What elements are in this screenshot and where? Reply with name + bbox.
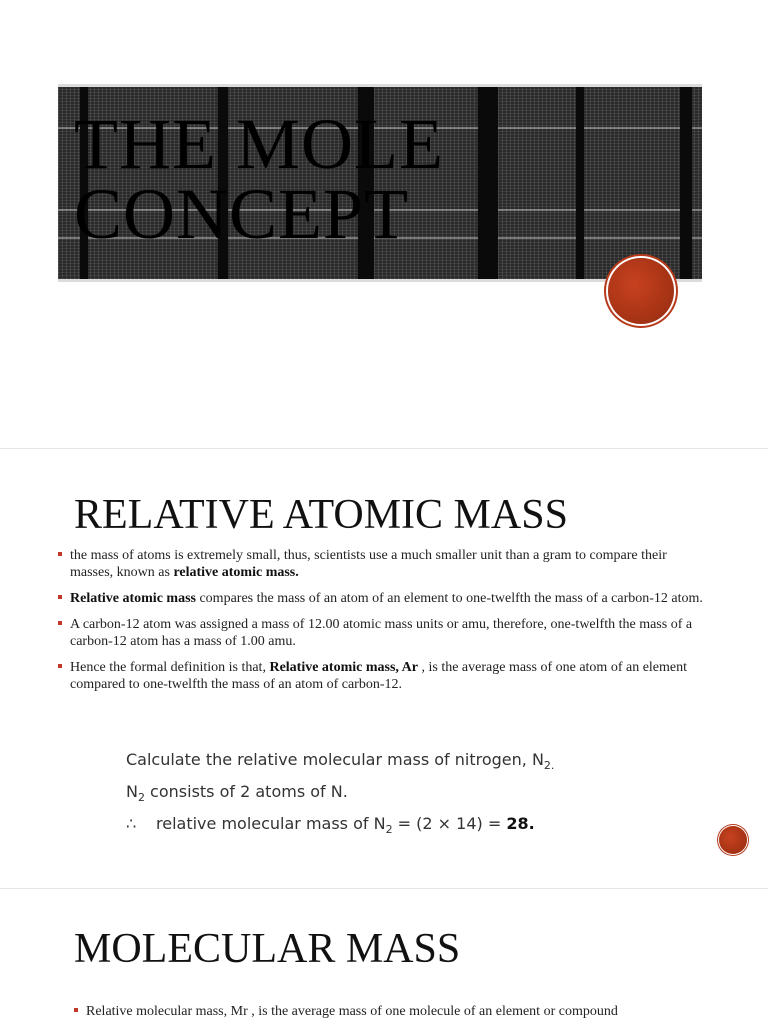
list-item: Relative molecular mass, Mr , is the average mass of one molecule of an element or compound [74,1003,714,1020]
bullet-text: the mass of atoms is extremely small, thus, scientists use a much smaller unit than a gram to compare their masses, known as [70,548,667,580]
example-result: 28. [506,814,535,833]
bullet-text: compares the mass of an atom of an element to one-twelfth the mass of a carbon-12 atom. [195,591,703,606]
bullet-bold-text: Relative atomic mass, Ar [269,660,418,675]
slide-heading: MOLECULAR MASS [74,926,461,972]
title-line-2: CONCEPT [74,174,410,254]
title-line-1: THE MOLE [74,104,444,184]
bullet-bold-text: Relative atomic mass [70,591,196,606]
bullet-list [74,1003,714,1029]
bullet-text: A carbon-12 atom was assigned a mass of 12.00 atomic mass units or amu, therefore, one-twelfth the mass of a carbon-12 atom has a mass of 1.00 amu. [70,617,693,649]
bullet-text: Hence the formal definition is that, [70,660,270,675]
therefore-symbol: ∴ [126,814,137,833]
example-step: $N_2$ consists of 2 atoms of N. [126,782,348,805]
example-answer: ∴ relative molecular mass of $N_2 = (2 \times 14) = 28$. [126,810,586,842]
slide-heading: RELATIVE ATOMIC MASS [74,492,568,538]
bullet-text: , is the average mass of one atom of an element compared to one-twelfth the mass of an atom of carbon-12. [70,660,687,692]
bullet-bold-text: relative atomic mass. [173,565,299,580]
example-question: Calculate the relative molecular mass of nitrogen, $N_{2.}$ [126,750,555,773]
